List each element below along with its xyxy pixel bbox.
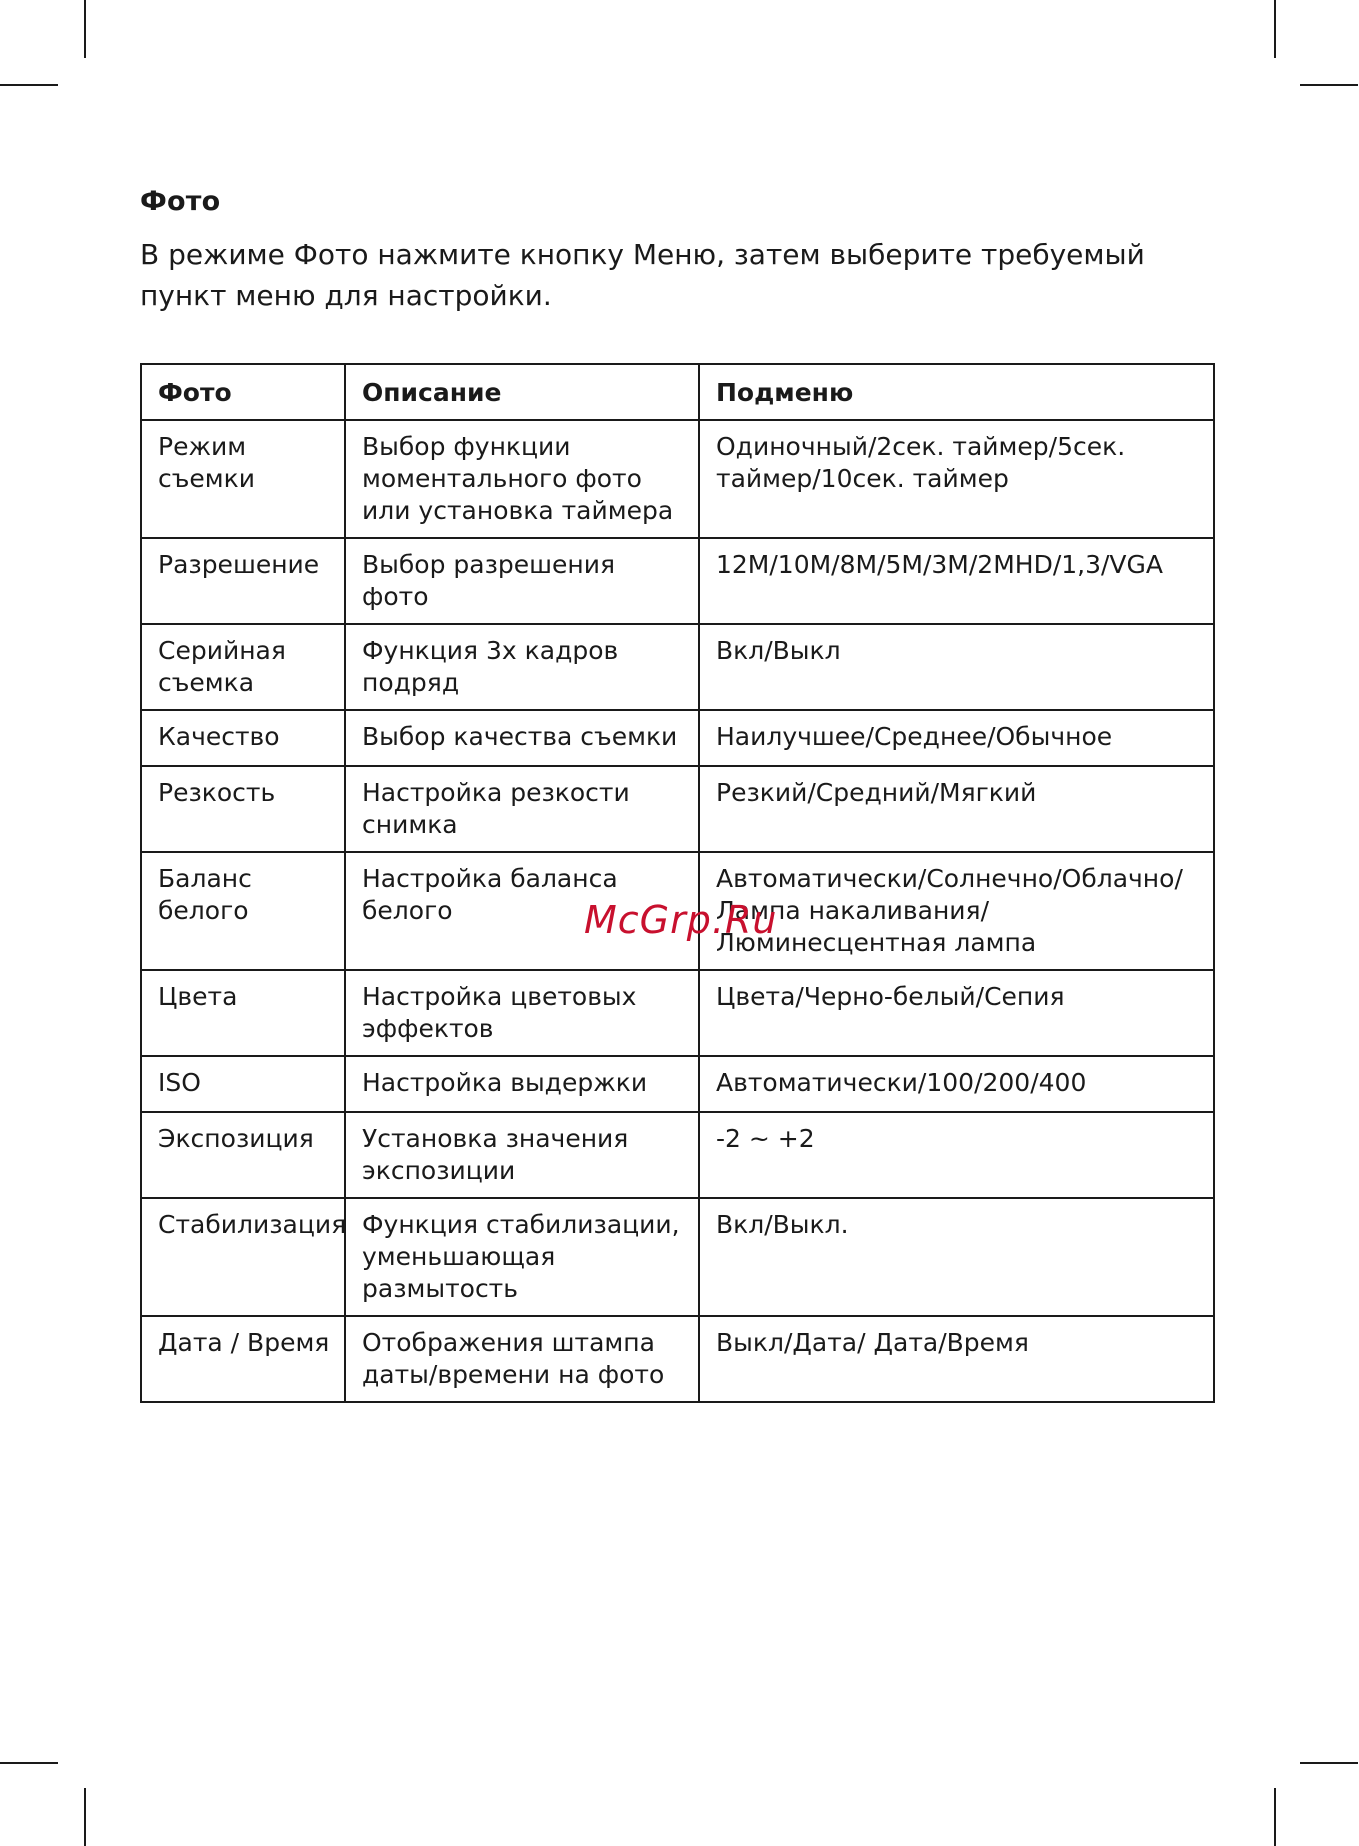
- description-cell: Функция стабилизации, уменьшающая размытость: [345, 1198, 699, 1316]
- intro-paragraph: В режиме Фото нажмите кнопку Меню, затем выберите требуемый пункт меню для настройки.: [140, 238, 1145, 312]
- section-title: Фото: [140, 186, 221, 217]
- header-setting: Фото: [141, 364, 345, 420]
- submenu-cell: -2 ~ +2: [699, 1112, 1214, 1198]
- setting-cell: Стабилизация: [141, 1198, 345, 1316]
- description-cell: Выбор функции моментального фото или установка таймера: [345, 420, 699, 538]
- description-cell: Настройка цветовых эффектов: [345, 970, 699, 1056]
- submenu-cell: Резкий/Средний/Мягкий: [699, 766, 1214, 852]
- crop-mark-top-right-vertical: [1274, 0, 1276, 58]
- table-row: [141, 624, 1214, 710]
- table-row: [141, 1056, 1214, 1112]
- description-cell: Настройка выдержки: [345, 1056, 699, 1112]
- setting-cell: Дата / Время: [141, 1316, 345, 1402]
- crop-mark-top-left-horizontal: [0, 84, 58, 86]
- header-description: Описание: [345, 364, 699, 420]
- setting-cell: Баланс белого: [141, 852, 345, 970]
- description-cell: Выбор качества съемки: [345, 710, 699, 766]
- description-cell: Настройка резкости снимка: [345, 766, 699, 852]
- crop-mark-top-right-horizontal: [1300, 84, 1358, 86]
- submenu-cell: Одиночный/2сек. таймер/5сек. таймер/10сек. таймер: [699, 420, 1214, 538]
- submenu-cell: 12M/10M/8M/5M/3M/2MHD/1,3/VGA: [699, 538, 1214, 624]
- header-submenu: Подменю: [699, 364, 1214, 420]
- table-header-row: [141, 364, 1214, 420]
- table-row: [141, 420, 1214, 538]
- setting-cell: Цвета: [141, 970, 345, 1056]
- crop-mark-top-left-vertical: [84, 0, 86, 58]
- table-row: [141, 766, 1214, 852]
- setting-cell: Серийная съемка: [141, 624, 345, 710]
- table-row: [141, 1316, 1214, 1402]
- crop-mark-bottom-right-vertical: [1274, 1788, 1276, 1846]
- table-row: [141, 538, 1214, 624]
- setting-cell: Качество: [141, 710, 345, 766]
- table-row: [141, 1112, 1214, 1198]
- submenu-cell: Наилучшее/Среднее/Обычное: [699, 710, 1214, 766]
- photo-settings-table: [140, 363, 1215, 1403]
- submenu-cell: Вкл/Выкл.: [699, 1198, 1214, 1316]
- watermark-text: McGrp.Ru: [584, 898, 778, 942]
- submenu-cell: Цвета/Черно-белый/Сепия: [699, 970, 1214, 1056]
- description-cell: Функция 3х кадров подряд: [345, 624, 699, 710]
- setting-cell: Экспозиция: [141, 1112, 345, 1198]
- description-cell: Отображения штампа даты/времени на фото: [345, 1316, 699, 1402]
- submenu-cell: Выкл/Дата/ Дата/Время: [699, 1316, 1214, 1402]
- setting-cell: ISO: [141, 1056, 345, 1112]
- submenu-cell: Вкл/Выкл: [699, 624, 1214, 710]
- submenu-cell: Автоматически/100/200/400: [699, 1056, 1214, 1112]
- description-cell: Выбор разрешения фото: [345, 538, 699, 624]
- setting-cell: Разрешение: [141, 538, 345, 624]
- description-cell: Установка значения экспозиции: [345, 1112, 699, 1198]
- table-row: [141, 970, 1214, 1056]
- crop-mark-bottom-left-vertical: [84, 1788, 86, 1846]
- crop-mark-bottom-left-horizontal: [0, 1762, 58, 1764]
- table-row: [141, 1198, 1214, 1316]
- setting-cell: Режим съемки: [141, 420, 345, 538]
- setting-cell: Резкость: [141, 766, 345, 852]
- crop-mark-bottom-right-horizontal: [1300, 1762, 1358, 1764]
- description-cell: Настройка баланса белого: [345, 852, 699, 970]
- table-row: [141, 710, 1214, 766]
- submenu-cell: Автоматически/Солнечно/Облачно/ Лампа накаливания/Люминесцентная лампа: [699, 852, 1214, 970]
